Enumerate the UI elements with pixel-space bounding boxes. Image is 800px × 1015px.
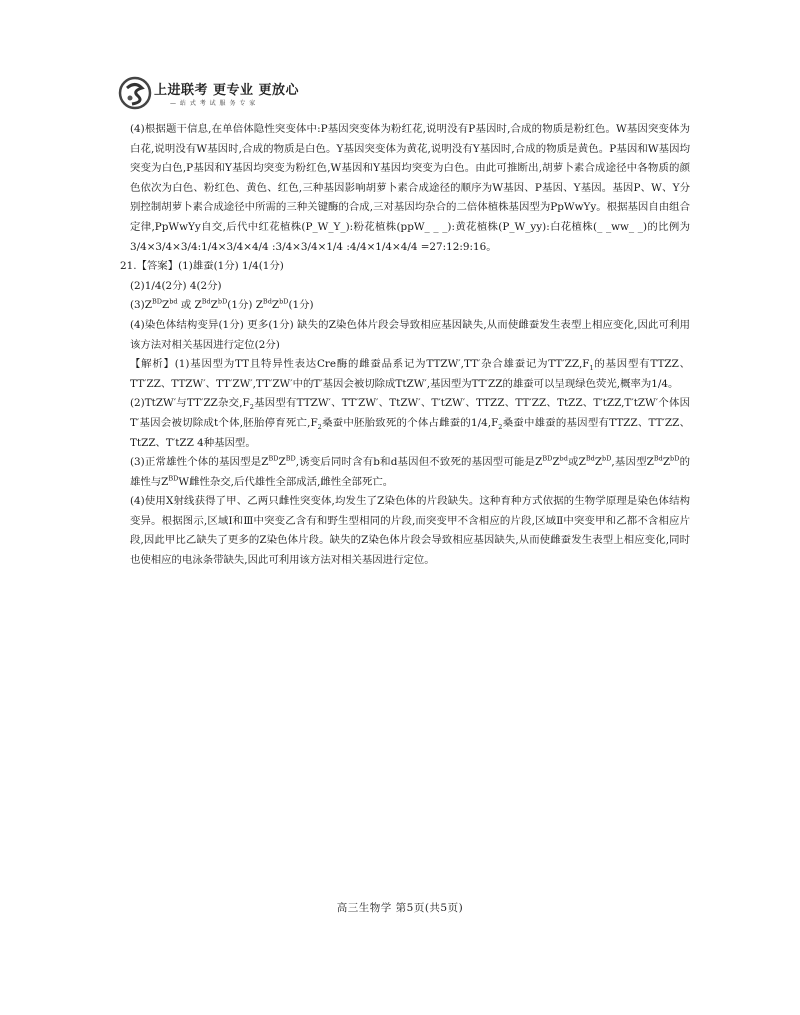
analysis-part1: 【解析】(1)基因型为TT且特异性表达Cre酶的雌蚕品系记为TTZW′,TT′杂合雄蚕记为$TT'ZZ,F_1$的基因型有TTZZ、TT′ZZ、TTZW′、TT′ZW′,TT′ZW′中的T′基因会被切除成TtZW′,基因型为TT′ZZ的雄蚕可以呈现绿色荧光,概率为1/4。: [130, 358, 690, 390]
answer-part4: (4)染色体结构变异(1分) 更多(1分) 缺失的Z染色体片段会导致相应基因缺失,从而使雌蚕发生表型上相应变化,因此可利用该方法对相关基因进行定位(2分): [130, 318, 690, 351]
answer-part3: $(3)Z^{BD}Z^{bd}$ 或 $Z^{Bd}Z^{bD}(1$分) $Z^{Bd}Z^{bD}(1$分): [130, 297, 314, 312]
brand-logo-icon: [118, 76, 152, 110]
analysis-part3: (3)正常雄性个体的基因型是$Z^{BD}Z^{BD}$,诱变后同时含有b和d基因但不致死的基因型可能是$Z^{BD}Z^{bd}$或$Z^{Bd}Z^{bD}$,基因型$Z^{Bd}Z^{bD}$的雄性与$Z^{BD}W$雌性杂交,后代雄性全部成活,雌性全部死亡。: [130, 454, 691, 488]
analysis-tag: 【解析】: [130, 358, 175, 371]
question-number: 21.: [120, 260, 137, 273]
analysis-part2: (2)TtZW′与TT′ZZ杂交$,F_2$基因型有TTZW′、TT′ZW′、TtZW′、T′tZW′、TTZZ、TT′ZZ、TtZZ、T′tZZ,T′tZW′个体因T′基因会被切除成t个体,胚胎停育死亡$,F_2$桑蚕中胚胎致死的个体占雌蚕的$1/4,F_2$桑蚕中雄蚕的基因型有TTZZ、TT′ZZ、TtZZ、T′tZZ 4种基因型。: [130, 397, 690, 449]
brand-header: [118, 76, 318, 112]
analysis-part4: (4)使用X射线获得了甲、乙两只雌性突变体,均发生了Z染色体的片段缺失。这种育种方式依据的生物学原理是染色体结构变异。根据图示,区域Ⅰ和Ⅲ中突变乙含有和野生型相同的片段,而突变甲不含相应的片段,区域Ⅱ中突变甲和乙都不含相应片段,因此甲比乙缺失了更多的Z染色体片段。缺失的Z染色体片段会导致相应基因缺失,从而使雌蚕发生表型上相应变化,同时也使相应的电泳条带缺失,因此可利用该方法对相关基因进行定位。: [130, 495, 690, 567]
q21-answer-header: [120, 257, 690, 277]
brand-title: 上进联考 更专业 更放心: [154, 83, 300, 98]
answer-content: [120, 120, 691, 571]
q20-part4-explanation: (4)根据题干信息,在单倍体隐性突变体中:P基因突变体为粉红花,说明没有P基因时,合成的物质是粉红色。W基因突变体为白花,说明没有W基因时,合成的物质是白色。Y基因突变体为黄花,说明没有Y基因时,合成的物质是黄色。P基因和W基因均突变为白色,P基因和Y基因均突变为粉红色,W基因和Y基因均突变为白色。由此可推断出,胡萝卜素合成途径中各物质的颜色依次为白色、粉红色、黄色、红色,三种基因影响胡萝卜素合成途径的顺序为W基因、P基因、Y基因。基因P、W、Y分别控制胡萝卜素合成途径中所需的三种关键酶的合成,三对基因均杂合的二倍体植株基因型为PpWwYy。根据基因自由组合定律,PpWwYy自交,后代中红花植株(P_W_Y_):粉花植株(ppW_ _ _):黄花植株(P_W_yy):白花植株(_ _ww_ _)的比例为3/4×3/4×3/4:1/4×3/4×4/4 :3/4×3/4×1/4 :4/4×1/4×4/4 =27:12:9:16。: [130, 123, 690, 253]
answer-tag: 【答案】: [136, 260, 179, 273]
brand-slogan: — 站 式 考 试 服 务 专 家: [170, 100, 257, 107]
page-footer: 高三生物学 第5页(共5页): [336, 902, 464, 914]
answer-part1: (1)雄蚕(1分) 1/4(1分): [178, 260, 284, 273]
answer-part2: (2)1/4(2分) 4(2分): [130, 279, 222, 292]
